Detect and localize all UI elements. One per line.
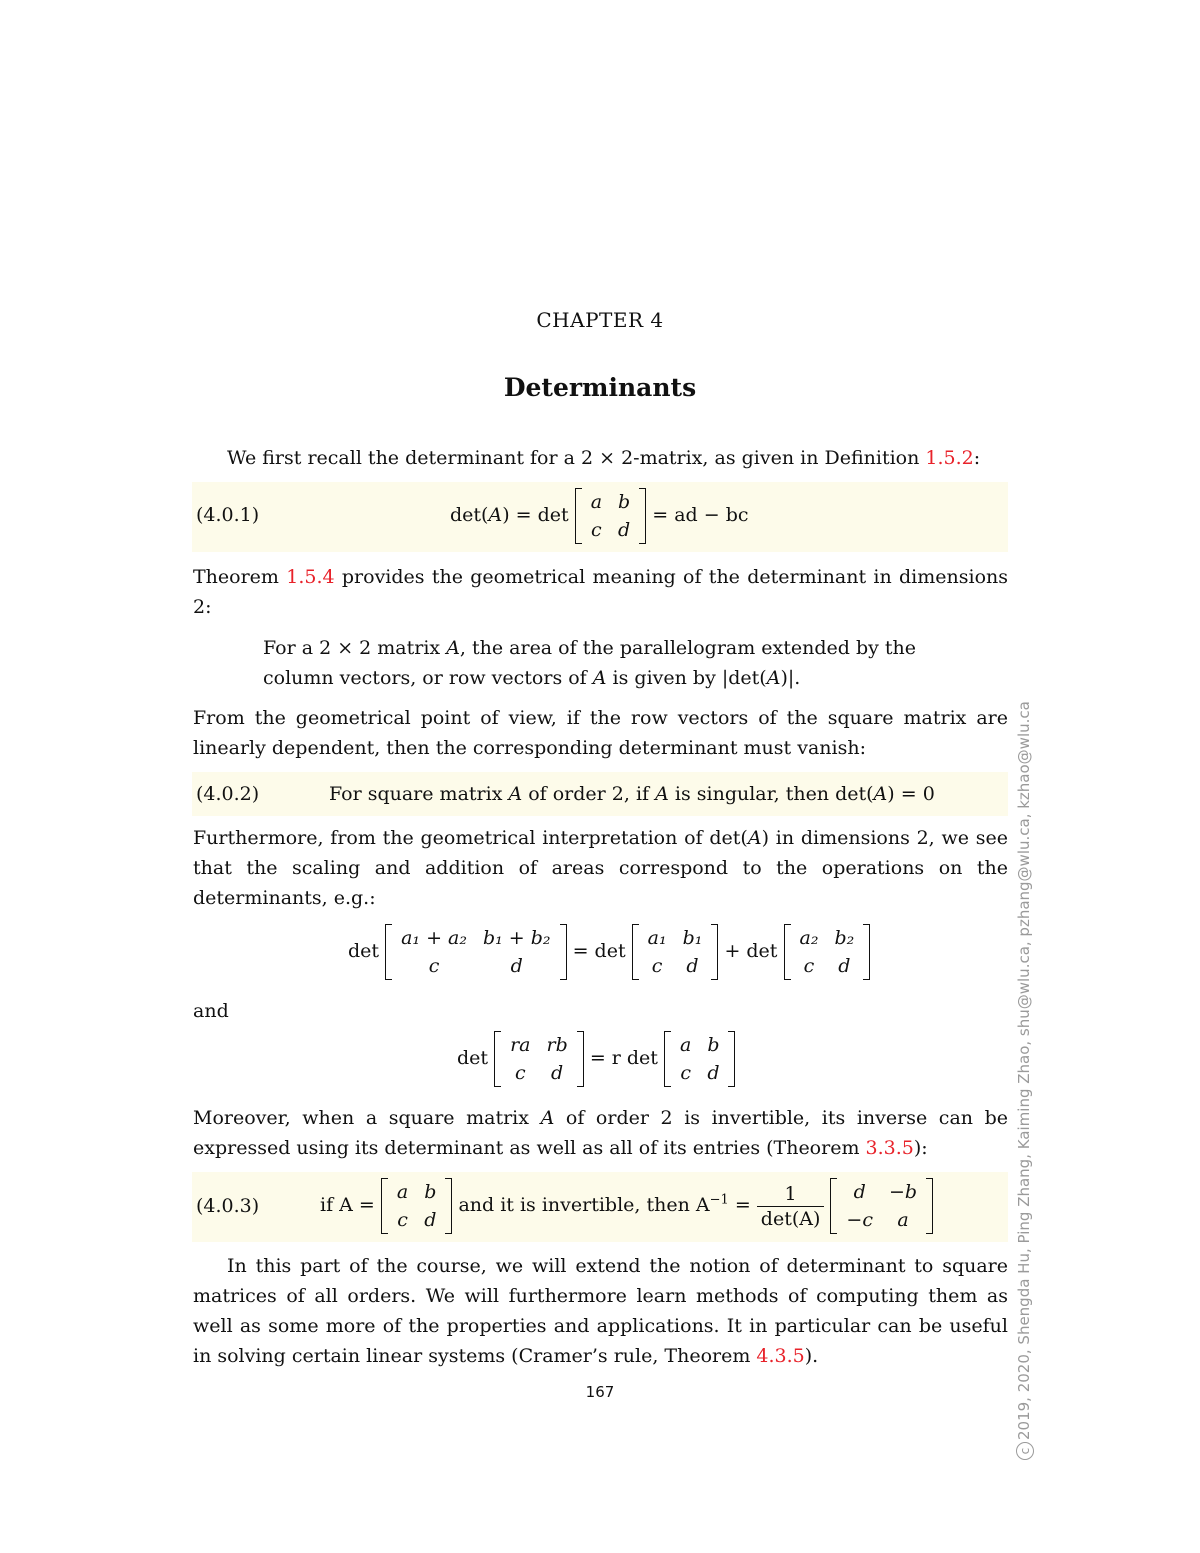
fraction: $\frac{1}{\det(A)}$	[757, 1182, 825, 1231]
moreover-paragraph: Moreover, when a square matrix A of order 2 is invertible, its inverse can be expressed using its determinant as well as all of its entries (Theorem 3.3.5):	[193, 1107, 1008, 1159]
equation-4-0-2	[192, 772, 1008, 816]
matrix: a b c d	[575, 488, 647, 544]
chapter-label: CHAPTER 4	[536, 308, 664, 332]
equation-number: (4.0.3)	[196, 1195, 260, 1217]
and-text: and	[193, 1000, 229, 1022]
geometric-paragraph: From the geometrical point of view, if the row vectors of the square matrix are linearly dependent, then the corresponding determinant must vanish:	[193, 707, 1008, 759]
quoted-statement: For a 2 × 2 matrix A, the area of the parallelogram extended by the column vectors, or row vectors of A is given by |det(A)|.	[263, 637, 917, 689]
definition-link[interactable]: 1.5.2	[925, 447, 974, 469]
equation-body: For square matrix A of order 2, if A is singular, then det(A) = 0	[329, 783, 935, 805]
intro-paragraph: We first recall the determinant for a 2 × 2-matrix, as given in Definition 1.5.2:	[227, 447, 981, 469]
matrix: a₂ b₂ c d	[784, 924, 871, 980]
theorem-link[interactable]: 1.5.4	[286, 566, 335, 588]
scaling-equation: det ra rb c d = r det a b c d	[457, 1031, 735, 1087]
additivity-equation: det a₁ + a₂ b₁ + b₂ c d = det a₁ b₁ c d + det a₂ b₂ c d	[348, 924, 870, 980]
page-number: 167	[585, 1383, 615, 1401]
chapter-title: Determinants	[503, 373, 697, 402]
copyright-icon: c	[1016, 1442, 1034, 1460]
equation-4-0-1	[192, 482, 1008, 552]
matrix: a b c d	[381, 1178, 453, 1234]
theorem-paragraph: Theorem 1.5.4 provides the geometrical meaning of the determinant in dimensions 2:	[193, 566, 1008, 618]
matrix: a b c d	[664, 1031, 736, 1087]
equation-number: (4.0.2)	[196, 783, 260, 805]
theorem-link[interactable]: 3.3.5	[865, 1137, 914, 1159]
equation-body: if A = a b c d and it is invertible, then $A^{-1}$ = $\frac{1}{\det(A)}$ d −b −c a	[320, 1178, 933, 1234]
matrix: ra rb c d	[494, 1031, 584, 1087]
theorem-link[interactable]: 4.3.5	[756, 1345, 805, 1367]
equation-number: (4.0.1)	[196, 504, 260, 526]
equation-body: det(A) = det a b c d = ad − bc	[450, 488, 749, 544]
equation-4-0-3	[192, 1172, 1008, 1242]
final-paragraph: In this part of the course, we will extend the notion of determinant to square matrices of all orders. We will furthermore learn methods of computing them as well as some more of the properties and applications. It in particular can be useful in solving certain linear systems (Cramer’s rule, Theorem 4.3.5).	[193, 1255, 1008, 1367]
matrix: a₁ + a₂ b₁ + b₂ c d	[385, 924, 566, 980]
matrix: d −b −c a	[830, 1178, 933, 1234]
copyright-watermark: c2019, 2020, Shengda Hu, Ping Zhang, Kaiming Zhao, shu@wlu.ca, pzhang@wlu.ca, kzhao@wlu.ca	[1015, 701, 1034, 1460]
furthermore-paragraph: Furthermore, from the geometrical interpretation of det(A) in dimensions 2, we see that the scaling and addition of areas correspond to the operations on the determinants, e.g.:	[193, 827, 1009, 909]
matrix: a₁ b₁ c d	[632, 924, 719, 980]
